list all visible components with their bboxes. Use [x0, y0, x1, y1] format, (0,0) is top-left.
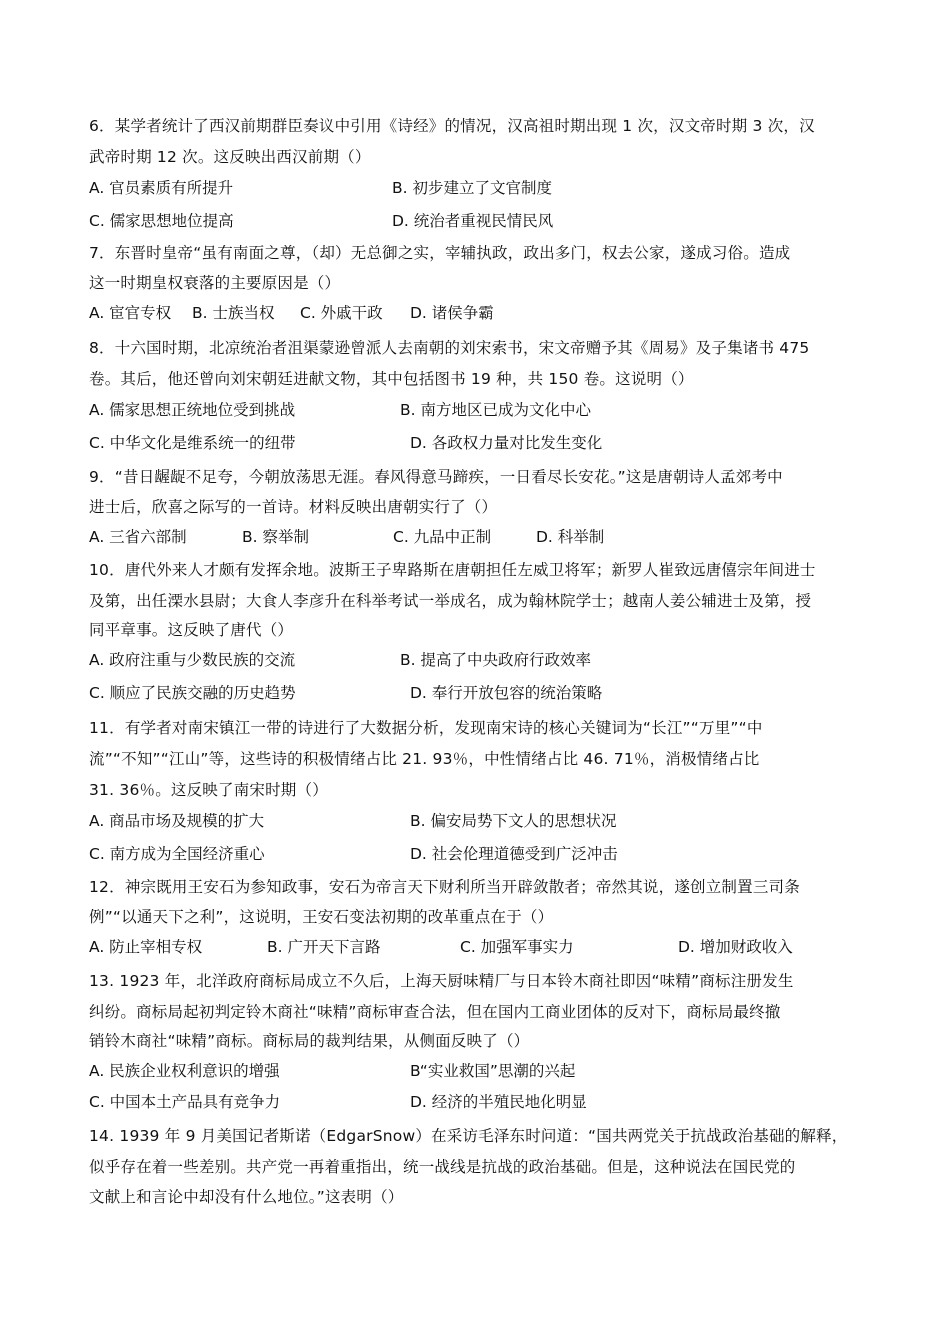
option-c: C. 九品中正制 — [393, 528, 492, 546]
question-text-line: 8．十六国时期，北凉统治者沮渠蒙逊曾派人去南朝的刘宋索书，宋文帝赠予其《周易》及子集诸书 475 — [89, 339, 810, 357]
question-text-line: 纠纷。商标局起初判定铃木商社“味精”商标审查合法，但在国内工商业团体的反对下，商标局最终撤 — [89, 1003, 781, 1021]
option-a: A. 商品市场及规模的扩大 — [89, 812, 265, 830]
option-c: C. 外戚干政 — [300, 304, 383, 322]
question-text-line: 销铃木商社“味精”商标。商标局的裁判结果，从侧面反映了（） — [89, 1032, 530, 1050]
question-text-line: 这一时期皇权衰落的主要原因是（） — [89, 274, 341, 292]
option-c: C. 儒家思想地位提高 — [89, 212, 234, 230]
option-d: D. 经济的半殖民地化明显 — [410, 1093, 587, 1111]
question-text-line: 文献上和言论中却没有什么地位。”这表明（） — [89, 1188, 404, 1206]
option-d: D. 各政权力量对比发生变化 — [410, 434, 603, 452]
option-c: C. 南方成为全国经济重心 — [89, 845, 265, 863]
question-text-line: 卷。其后，他还曾向刘宋朝廷进献文物，其中包括图书 19 种，共 150 卷。这说明（） — [89, 370, 694, 388]
option-a: A. 防止宰相专权 — [89, 938, 203, 956]
option-d: D. 统治者重视民情民风 — [392, 212, 554, 230]
option-a: A. 儒家思想正统地位受到挑战 — [89, 401, 296, 419]
option-d: D. 科举制 — [536, 528, 605, 546]
option-b: B. 南方地区已成为文化中心 — [400, 401, 591, 419]
option-d: D. 奉行开放包容的统治策略 — [410, 684, 603, 702]
question-text-line: 11．有学者对南宋镇江一带的诗进行了大数据分析，发现南宋诗的核心关键词为“长江”“万里”“中 — [89, 719, 763, 737]
option-a: A. 政府注重与少数民族的交流 — [89, 651, 296, 669]
option-b: B. 士族当权 — [192, 304, 275, 322]
option-a: A. 三省六部制 — [89, 528, 187, 546]
option-a: A. 宦官专权 — [89, 304, 172, 322]
question-text-line: 31. 36％。这反映了南宋时期（） — [89, 781, 328, 799]
option-b: B. 察举制 — [242, 528, 309, 546]
question-text-line: 14. 1939 年 9 月美国记者斯诺（EdgarSnow）在采访毛泽东时问道：“国共两党关于抗战政治基础的解释， — [89, 1127, 848, 1145]
question-text-line: 武帝时期 12 次。这反映出西汉前期（） — [89, 148, 371, 166]
question-text-line: 似乎存在着一些差别。共产党一再着重指出，统一战线是抗战的政治基础。但是，这种说法在国民党的 — [89, 1158, 796, 1176]
option-c: C. 加强军事实力 — [460, 938, 574, 956]
option-b: B. 提高了中央政府行政效率 — [400, 651, 591, 669]
option-a: A. 民族企业权利意识的增强 — [89, 1062, 280, 1080]
question-text-line: 10．唐代外来人才颇有发挥余地。波斯王子卑路斯在唐朝担任左威卫将军；新罗人崔致远唐僖宗年间进士 — [89, 561, 816, 579]
question-text-line: 进士后，欣喜之际写的一首诗。材料反映出唐朝实行了（） — [89, 498, 498, 516]
option-b: B. 广开天下言路 — [267, 938, 381, 956]
option-b: B. 偏安局势下文人的思想状况 — [410, 812, 617, 830]
option-a: A. 官员素质有所提升 — [89, 179, 234, 197]
option-b: B“实业救国”思潮的兴起 — [410, 1062, 576, 1080]
question-text-line: 例”“以通天下之利”，这说明，王安石变法初期的改革重点在于（） — [89, 908, 554, 926]
question-text-line: 12．神宗既用王安石为参知政事，安石为帝言天下财利所当开辟敛散者；帝然其说，遂创立制置三司条 — [89, 878, 800, 896]
option-c: C. 中国本土产品具有竞争力 — [89, 1093, 281, 1111]
option-d: D. 社会伦理道德受到广泛冲击 — [410, 845, 618, 863]
question-text-line: 6．某学者统计了西汉前期群臣奏议中引用《诗经》的情况，汉高祖时期出现 1 次，汉文帝时期 3 次，汉 — [89, 117, 815, 135]
question-text-line: 及第，出任溧水县尉；大食人李彦升在科举考试一举成名，成为翰林院学士；越南人姜公辅进士及第，授 — [89, 592, 812, 610]
option-c: C. 中华文化是维系统一的纽带 — [89, 434, 296, 452]
option-c: C. 顺应了民族交融的历史趋势 — [89, 684, 296, 702]
option-b: B. 初步建立了文官制度 — [392, 179, 552, 197]
option-d: D. 诸侯争霸 — [410, 304, 494, 322]
option-d: D. 增加财政收入 — [678, 938, 793, 956]
question-text-line: 流”“不知”“江山”等，这些诗的积极情绪占比 21. 93％，中性情绪占比 46. 71％，消极情绪占比 — [89, 750, 760, 768]
question-text-line: 13. 1923 年，北洋政府商标局成立不久后，上海天厨味精厂与日本铃木商社即因“味精”商标注册发生 — [89, 972, 794, 990]
question-text-line: 9．“昔日龌龊不足夸，今朝放荡思无涯。春风得意马蹄疾，一日看尽长安花。”这是唐朝诗人孟郊考中 — [89, 468, 783, 486]
question-text-line: 同平章事。这反映了唐代（） — [89, 621, 294, 639]
question-text-line: 7．东晋时皇帝“虽有南面之尊，（却）无总御之实，宰辅执政，政出多门，权去公家，遂成习俗。造成 — [89, 244, 791, 262]
